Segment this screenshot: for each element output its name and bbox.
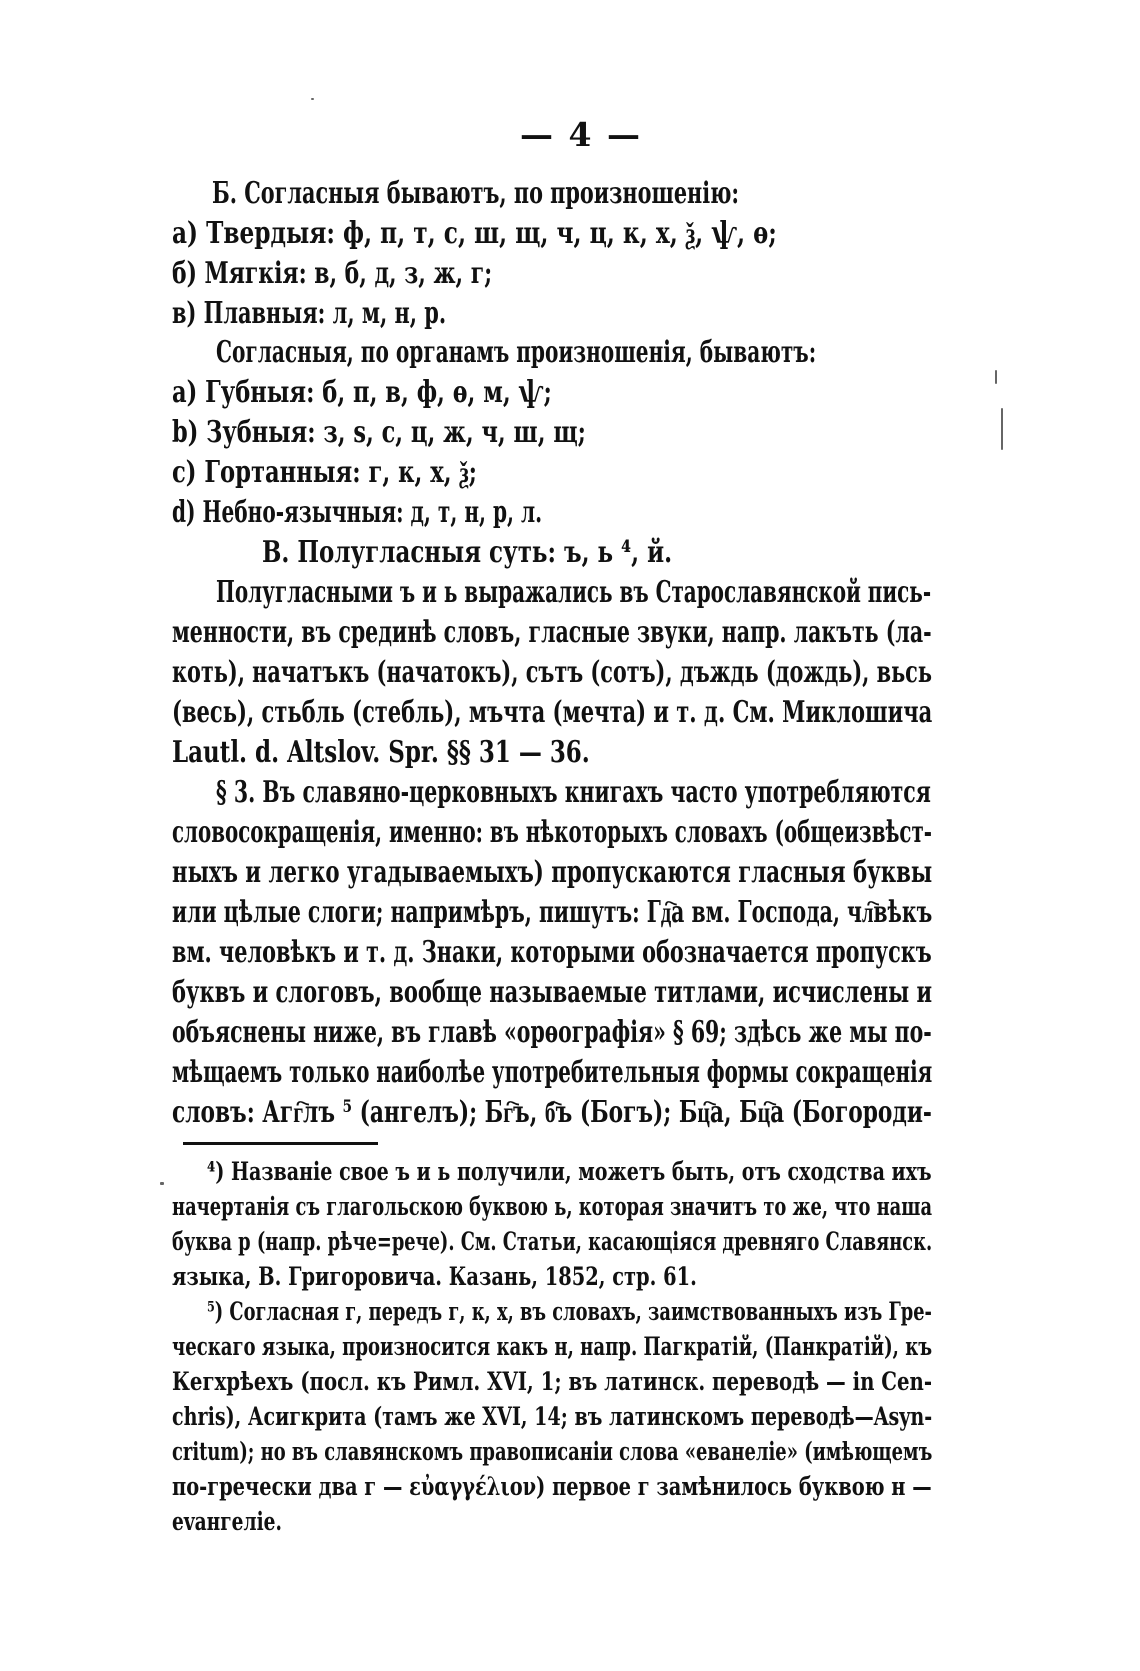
text-line: b) Зубныя: з, ѕ, с, ц, ж, ч, ш, щ; <box>172 415 586 450</box>
text-line: а) Твердыя: ф, п, т, с, ш, щ, ч, ц, к, х, ѯ, ѱ, ѳ; <box>172 216 777 251</box>
text-line: менности, въ срединѣ словъ, гласные звуки, напр. лакъть (ла- <box>172 615 932 650</box>
text-line: буквъ и слоговъ, вообще называемые титлами, исчислены и <box>172 975 933 1010</box>
footnote-line: по-гречески два г — εὐαγγέλιον) первое г замѣнилось буквою н — <box>172 1472 932 1501</box>
text-line: c) Гортанныя: г, к, х, ѯ; <box>172 455 478 490</box>
scan-speck <box>995 370 997 384</box>
text-line: словосокращенія, именно: въ нѣкоторыхъ словахъ (общеизвѣст- <box>172 815 932 850</box>
text-line: Lautl. d. Altslov. Spr. §§ 31 — 36. <box>172 735 590 770</box>
footnote-line: ⁴) Названіе свое ъ и ь получили, можетъ быть, отъ сходства ихъ <box>207 1157 932 1186</box>
text-line: ныхъ и легко угадываемыхъ) пропускаются гласныя буквы <box>172 855 933 890</box>
text-line: вм. человѣкъ и т. д. Знаки, которыми обозначается пропускъ <box>172 935 932 970</box>
text-line: б) Мягкія: в, б, д, з, ж, г; <box>172 256 493 291</box>
text-line: Согласныя, по органамъ произношенія, бываютъ: <box>216 335 817 370</box>
footnote-line: ⁵) Согласная г, передъ г, к, х, въ словахъ, заимствованныхъ изъ Гре- <box>207 1297 932 1326</box>
text-line: в) Плавныя: л, м, н, р. <box>172 296 447 331</box>
scan-speck <box>1001 408 1003 450</box>
footnote-line: critum); но въ славянскомъ правописаніи слова «еванеліе» (имѣющемъ <box>172 1437 933 1466</box>
footnote-line: Кегхрѣехъ (посл. къ Римл. XVI, 1; въ латинск. переводѣ — in Cen- <box>172 1367 933 1396</box>
footnote-separator <box>183 1142 378 1145</box>
footnote-line: языка, В. Григоровича. Казань, 1852, стр. 61. <box>172 1262 697 1291</box>
footnote-line: начертанія съ глагольскою буквою ь, которая значитъ то же, что наша <box>172 1192 933 1221</box>
text-line: или цѣлые слоги; напримѣръ, пишутъ: Гд҇а вм. Господа, чл҇вѣкъ <box>172 895 933 930</box>
scan-speck <box>160 1182 164 1185</box>
scan-speck <box>311 98 314 100</box>
text-line: а) Губныя: б, п, в, ф, ѳ, м, ѱ; <box>172 375 552 410</box>
text-line: d) Небно-язычныя: д, т, н, р, л. <box>172 495 543 530</box>
text-line: § 3. Въ славяно-церковныхъ книгахъ часто употребляются <box>216 775 931 810</box>
page-number: — 4 — <box>520 115 642 154</box>
footnote-line: chris), Асигкрита (тамъ же XVI, 14; въ латинскомъ переводѣ—Asyn- <box>172 1402 933 1431</box>
text-line: мѣщаемъ только наиболѣе употребительныя формы сокращенія <box>172 1055 933 1090</box>
text-line: Полугласными ъ и ь выражались въ Старославянской пись- <box>216 575 932 610</box>
text-line: (весь), стьбль (стебль), мъчта (мечта) и т. д. См. Миклошича <box>172 695 933 730</box>
footnote-line: еvангеліе. <box>172 1507 282 1536</box>
text-line: словъ: Агг҇лъ ⁵ (ангелъ); Бг҇ъ, б҇ъ (Богъ); Бц҇а, Бц҇а (Богороди- <box>172 1095 932 1130</box>
footnote-line: ческаго языка, произносится какъ н, напр. Пагкратій, (Панкратій), къ <box>172 1332 933 1361</box>
text-line: коть), начатъкъ (начатокъ), сътъ (сотъ), дъждь (дождь), вьсь <box>172 655 932 690</box>
text-line: Б. Согласныя бываютъ, по произношенію: <box>212 176 740 211</box>
text-line: В. Полугласныя суть: ъ, ь ⁴, й. <box>262 535 673 570</box>
footnote-line: буква р (напр. рѣче=рече). См. Статьи, касающіяся древняго Славянск. <box>172 1227 933 1256</box>
text-line: объяснены ниже, въ главѣ «орѳографія» § 69; здѣсь же мы по- <box>172 1015 932 1050</box>
